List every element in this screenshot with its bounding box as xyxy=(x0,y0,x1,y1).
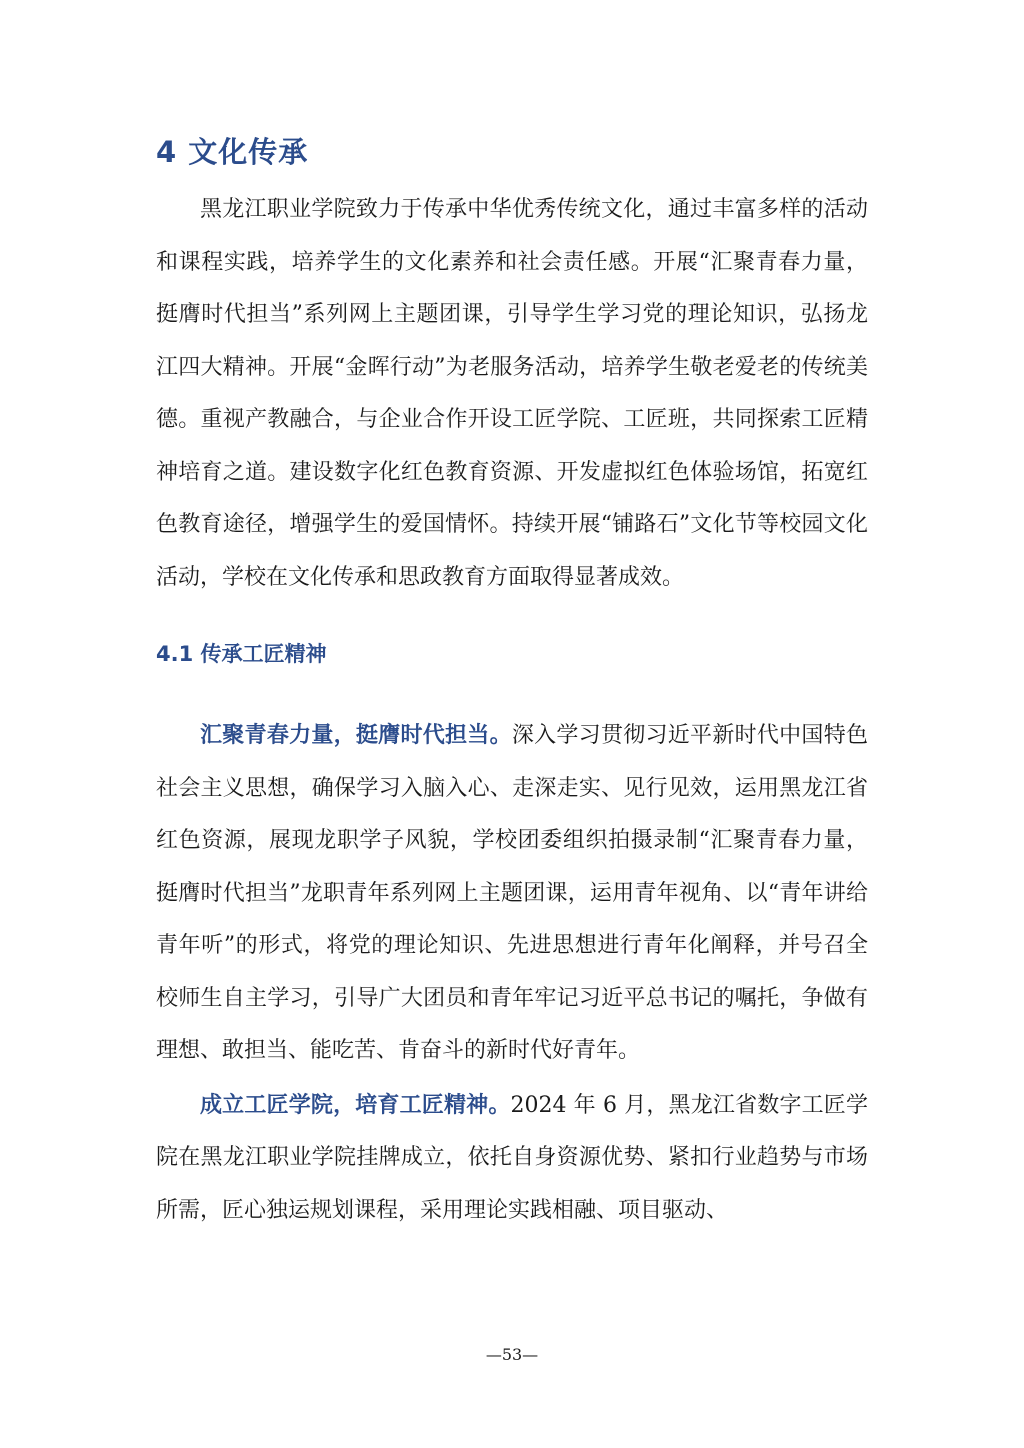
section-intro-paragraph: 黑龙江职业学院致力于传承中华优秀传统文化，通过丰富多样的活动和课程实践，培养学生的文化素养和社会责任感。开展“汇聚青春力量，挺膺时代担当”系列网上主题团课，引导学生学习党的理论知识，弘扬龙江四大精神。开展“金晖行动”为老服务活动，培养学生敬老爱老的传统美德。重视产教融合，与企业合作开设工匠学院、工匠班，共同探索工匠精神培育之道。建设数字化红色教育资源、开发虚拟红色体验场馆，拓宽红色教育途径，增强学生的爱国情怀。持续开展“铺路石”文化节等校园文化活动，学校在文化传承和思政教育方面取得显著成效。 xyxy=(156,197,868,590)
paragraph-craftsman-college xyxy=(156,1080,868,1238)
paragraph-youth-power xyxy=(156,710,868,1078)
section-title: 4 文化传承 xyxy=(156,135,309,169)
paragraph-body: 2024 年 6 月，黑龙江省数字工匠学院在黑龙江职业学院挂牌成立，依托自身资源优势、紧扣行业趋势与市场所需，匠心独运规划课程，采用理论实践相融、项目驱动、 xyxy=(156,1092,868,1223)
page-number: —53— xyxy=(485,1345,539,1364)
page-content xyxy=(156,126,868,1237)
subsection-title: 4.1 传承工匠精神 xyxy=(156,642,327,666)
paragraph-body: 深入学习贯彻习近平新时代中国特色社会主义思想，确保学习入脑入心、走深走实、见行见效，运用黑龙江省红色资源，展现龙职学子风貌，学校团委组织拍摄录制“汇聚青春力量，挺膺时代担当”龙职青年系列网上主题团课，运用青年视角、以“青年讲给青年听”的形式，将党的理论知识、先进思想进行青年化阐释，并号召全校师生自主学习，引导广大团员和青年牢记习近平总书记的嘱托，争做有理想、敢担当、能吃苦、肯奋斗的新时代好青年。 xyxy=(156,723,868,1063)
paragraph-lead: 汇聚青春力量，挺膺时代担当。 xyxy=(200,723,512,748)
paragraph-lead: 成立工匠学院，培育工匠精神。 xyxy=(200,1092,511,1118)
